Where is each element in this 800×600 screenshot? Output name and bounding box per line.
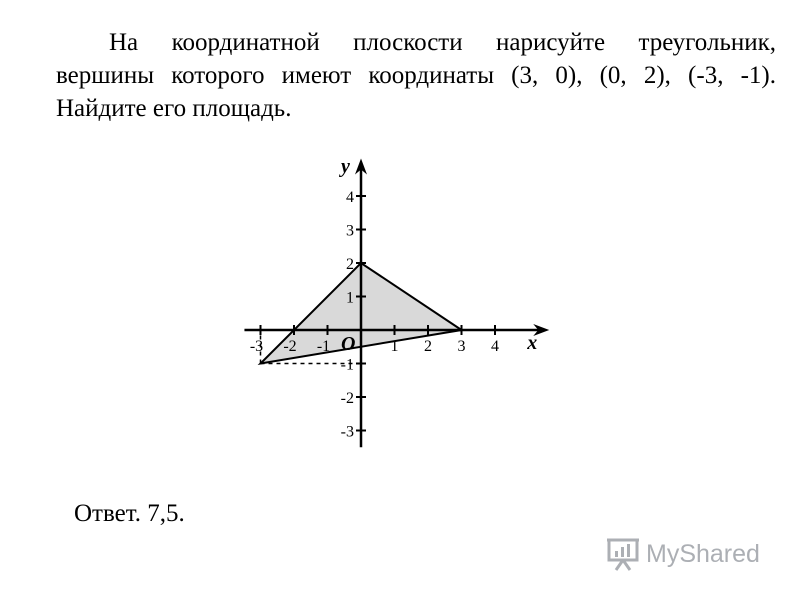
x-tick-label: 4 bbox=[491, 338, 499, 355]
y-axis-label: y bbox=[341, 155, 350, 178]
problem-line-1: На координатной плоскости нарисуйте треугольник, bbox=[109, 29, 776, 56]
presentation-board-icon bbox=[606, 536, 640, 572]
x-tick-label: -2 bbox=[283, 338, 297, 355]
y-tick-label: 2 bbox=[346, 256, 354, 273]
x-tick-label: -1 bbox=[316, 338, 331, 355]
y-tick-label: 3 bbox=[346, 222, 354, 240]
origin-label: O bbox=[341, 333, 356, 355]
problem-line-3: Найдите его площадь. bbox=[56, 95, 292, 122]
problem-line-2: вершины которого имеют координаты (3, 0), (0, 2), (-3, -1). bbox=[56, 62, 776, 89]
y-tick-label: -3 bbox=[340, 423, 354, 441]
x-tick-label: -3 bbox=[249, 338, 264, 355]
answer-text: Ответ. 7,5. bbox=[74, 500, 185, 527]
y-tick-label: 1 bbox=[346, 289, 354, 307]
x-tick-label: 1 bbox=[390, 338, 399, 355]
y-tick-label: 4 bbox=[346, 189, 354, 206]
y-tick-label: -1 bbox=[340, 356, 354, 374]
x-tick-label: 3 bbox=[457, 338, 466, 355]
x-tick-label: 2 bbox=[424, 338, 432, 355]
watermark-logo bbox=[606, 536, 760, 572]
y-tick-label: -2 bbox=[340, 390, 354, 407]
x-axis-label: x bbox=[527, 332, 538, 354]
watermark-text: MyShared bbox=[646, 539, 760, 568]
